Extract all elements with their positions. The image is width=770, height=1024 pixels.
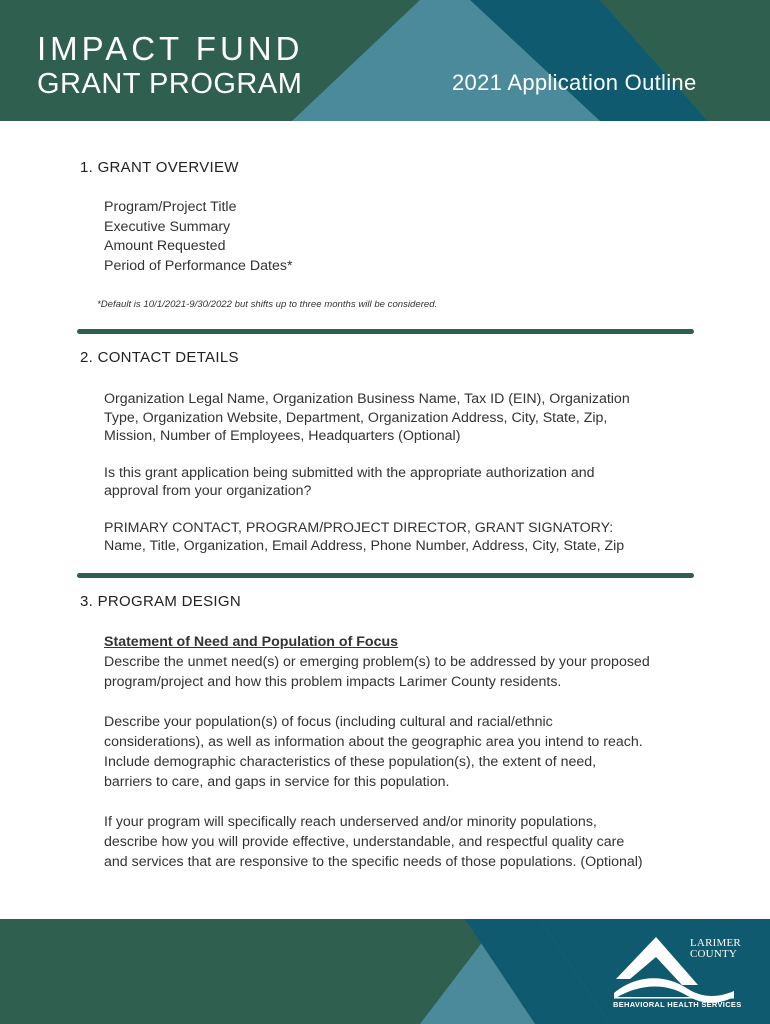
section-heading: 3. PROGRAM DESIGN xyxy=(80,593,241,610)
footnote: *Default is 10/1/2021-9/30/2022 but shifts up to three months will be considered. xyxy=(97,299,438,310)
text-line: If your program will specifically reach underserved and/or minority populations, xyxy=(104,814,597,830)
logo-line-1: LARIMER xyxy=(690,937,741,949)
header-subtitle: 2021 Application Outline xyxy=(452,70,697,95)
text-line: describe how you will provide effective, understandable, and respectful quality care xyxy=(104,834,625,850)
text-line: Describe the unmet need(s) or emerging problem(s) to be addressed by your proposed xyxy=(104,654,650,670)
text-line: Mission, Number of Employees, Headquarters (Optional) xyxy=(104,428,461,444)
text-line: Type, Organization Website, Department, Organization Address, City, State, Zip, xyxy=(104,409,608,426)
list-item: Program/Project Title xyxy=(104,199,237,215)
logo-wordmark xyxy=(690,938,741,960)
logo-line-2: COUNTY xyxy=(690,948,738,960)
authorization-paragraph xyxy=(104,464,700,501)
subheading: Statement of Need and Population of Focus xyxy=(104,634,399,650)
signatory-paragraph xyxy=(104,519,700,556)
section-contact-details xyxy=(80,349,700,556)
text-line: considerations), as well as information about the geographic area you intend to reach. xyxy=(104,734,643,750)
text-line: barriers to care, and gaps in service for this population. xyxy=(104,774,450,790)
text-line: Is this grant application being submitted with the appropriate authorization and xyxy=(104,464,595,481)
list-item: Amount Requested xyxy=(104,238,226,254)
list-item: Executive Summary xyxy=(104,218,231,235)
section-heading: 1. GRANT OVERVIEW xyxy=(80,159,239,176)
text-line: PRIMARY CONTACT, PROGRAM/PROJECT DIRECTOR, GRANT SIGNATORY: xyxy=(104,519,614,536)
text-line: approval from your organization? xyxy=(104,483,312,499)
logo-tagline: BEHAVIORAL HEALTH SERVICES xyxy=(613,1000,742,1009)
population-paragraph xyxy=(104,712,700,792)
section-divider xyxy=(77,329,694,334)
text-line: program/project and how this problem impacts Larimer County residents. xyxy=(104,674,562,690)
section-divider xyxy=(77,573,694,578)
text-line: Name, Title, Organization, Email Address, Phone Number, Address, City, State, Zip xyxy=(104,538,625,554)
text-line: Organization Legal Name, Organization Business Name, Tax ID (EIN), Organization xyxy=(104,391,630,407)
overview-list xyxy=(104,198,700,276)
list-item: Period of Performance Dates* xyxy=(104,257,293,274)
need-paragraph xyxy=(104,632,700,692)
section-grant-overview xyxy=(80,159,700,276)
underserved-paragraph xyxy=(104,812,700,872)
section-program-design xyxy=(80,593,700,872)
contact-paragraph xyxy=(104,390,700,446)
section-heading: 2. CONTACT DETAILS xyxy=(80,349,239,366)
title-line-1: IMPACT FUND xyxy=(37,30,304,67)
title-line-2: GRANT PROGRAM xyxy=(37,68,303,100)
text-line: Describe your population(s) of focus (including cultural and racial/ethnic xyxy=(104,714,553,730)
text-line: Include demographic characteristics of these population(s), the extent of need, xyxy=(104,754,597,770)
text-line: and services that are responsive to the specific needs of those populations. (Optional) xyxy=(104,854,643,870)
header-banner xyxy=(0,0,770,121)
